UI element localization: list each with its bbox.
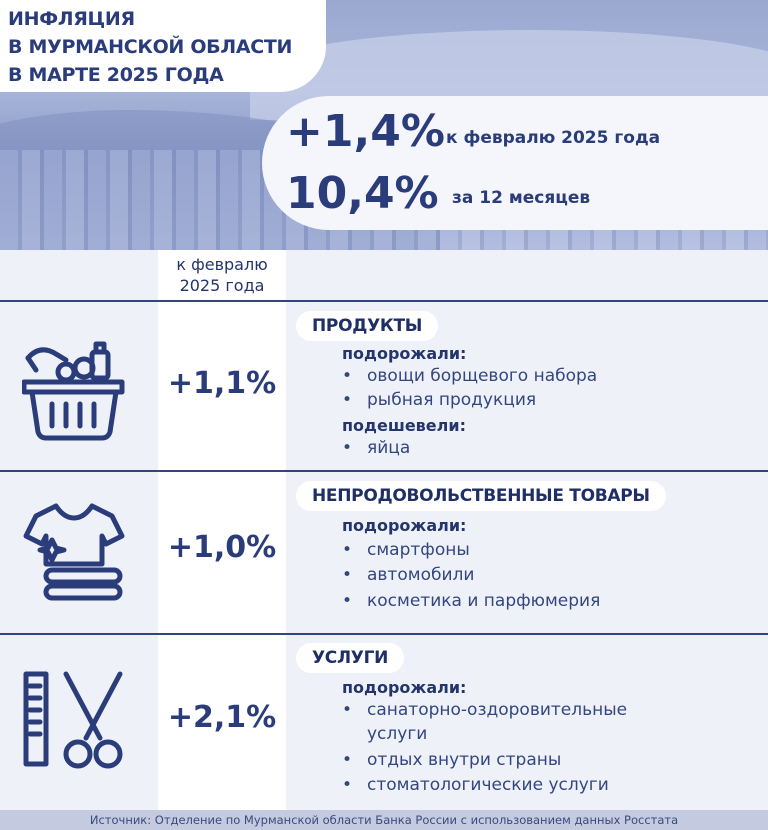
list-item: • стоматологические услуги bbox=[342, 775, 609, 795]
stats-box bbox=[262, 96, 768, 230]
comb-scissors-icon bbox=[22, 668, 126, 778]
list-item: • овощи борщевого набора bbox=[342, 366, 598, 386]
list-item: • рыбная продукция bbox=[342, 390, 537, 410]
nonfood-rose-label: подорожали: bbox=[342, 516, 467, 535]
list-item: • яйца bbox=[342, 438, 411, 458]
divider bbox=[0, 300, 768, 302]
list-item: • автомобили bbox=[342, 565, 475, 585]
products-rose-label: подорожали: bbox=[342, 344, 467, 363]
category-nonfood: НЕПРОДОВОЛЬСТВЕННЫЕ ТОВАРЫ bbox=[296, 481, 666, 511]
page-title-line-3: В МАРТЕ 2025 ГОДА bbox=[8, 64, 224, 86]
title-box bbox=[0, 0, 326, 92]
list-item: • косметика и парфюмерия bbox=[342, 591, 601, 611]
services-rose-label: подорожали: bbox=[342, 678, 467, 697]
list-item: • отдых внутри страны bbox=[342, 750, 562, 770]
list-item: услуги bbox=[367, 724, 428, 744]
products-fell-label: подешевели: bbox=[342, 416, 466, 435]
yearly-inflation-value: 10,4% bbox=[286, 168, 439, 219]
page-title-line-1: ИНФЛЯЦИЯ bbox=[8, 8, 135, 30]
column-header: к февралю 2025 года bbox=[176, 255, 268, 295]
divider bbox=[0, 633, 768, 635]
list-item: • санаторно-оздоровительные bbox=[342, 700, 628, 720]
category-products: ПРОДУКТЫ bbox=[296, 311, 438, 341]
clothes-icon bbox=[22, 500, 126, 610]
grocery-basket-icon bbox=[22, 336, 126, 446]
source-footer: Источник: Отделение по Мурманской области Банка России с использованием данных Росстата bbox=[0, 810, 768, 830]
monthly-inflation-label: к февралю 2025 года bbox=[446, 128, 661, 148]
yearly-inflation-label: за 12 месяцев bbox=[452, 188, 591, 208]
category-services: УСЛУГИ bbox=[296, 643, 404, 673]
services-value: +2,1% bbox=[167, 700, 277, 735]
nonfood-value: +1,0% bbox=[167, 530, 277, 565]
page-title-line-2: В МУРМАНСКОЙ ОБЛАСТИ bbox=[8, 36, 293, 58]
list-item: • смартфоны bbox=[342, 540, 470, 560]
products-value: +1,1% bbox=[167, 366, 277, 401]
header-banner bbox=[0, 0, 768, 250]
divider bbox=[0, 470, 768, 472]
monthly-inflation-value: +1,4% bbox=[286, 106, 445, 157]
